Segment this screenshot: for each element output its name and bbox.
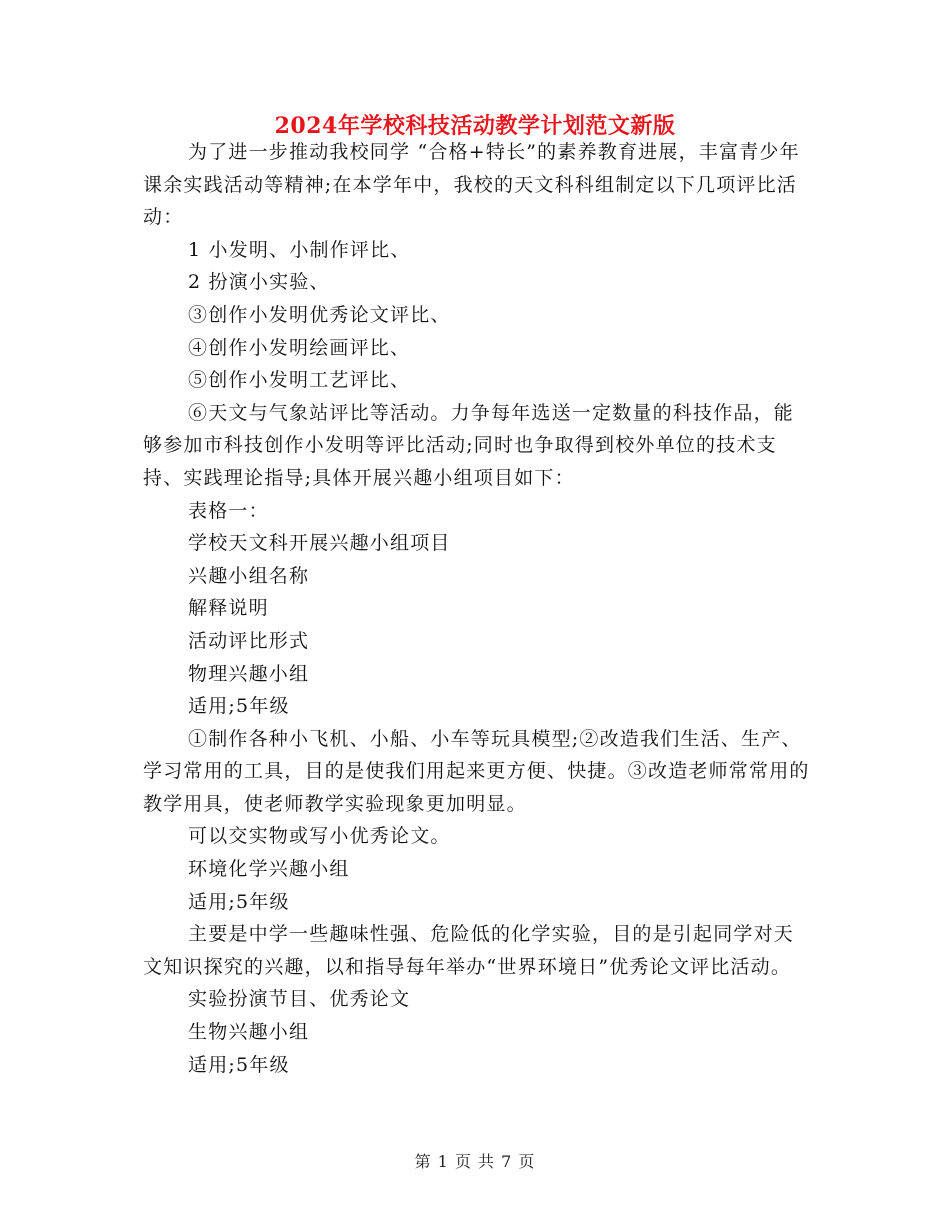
group-format-chemistry: 实验扮演节目、优秀论文 [188, 988, 411, 1011]
paragraph-intro: 为了进一步推动我校同学 “合格+特长”的素养教育进展，丰富青少年课余实践活动等精神;在本学年中，我校的天文科科组制定以下几项评比活动： [143, 141, 800, 229]
table-header-name: 兴趣小组名称 [188, 564, 310, 587]
list-item-2: 2 扮演小实验、 [188, 271, 330, 294]
table-header-format: 活动评比形式 [188, 629, 310, 652]
list-item-3: ③创作小发明优秀论文评比、 [188, 303, 451, 326]
table-label: 表格一： [188, 499, 269, 522]
group-name-chemistry: 环境化学兴趣小组 [188, 858, 350, 881]
group-description-chemistry: 主要是中学一些趣味性强、危险低的化学实验，目的是引起同学对天文知识探究的兴趣，以和指导每年举办“世界环境日”优秀论文评比活动。 [143, 923, 795, 978]
table-header-description: 解释说明 [188, 597, 269, 620]
table-caption: 学校天文科开展兴趣小组项目 [188, 532, 451, 555]
group-grade-physics: 适用;5年级 [188, 695, 290, 718]
list-item-1: 1 小发明、小制作评比、 [188, 238, 411, 261]
group-name-physics: 物理兴趣小组 [188, 662, 310, 685]
group-format-physics: 可以交实物或写小优秀论文。 [188, 825, 451, 848]
document-body [143, 136, 811, 1081]
list-item-6: ⑥天文与气象站评比等活动。力争每年选送一定数量的科技作品，能够参加市科技创作小发明等评比活动;同时也争取得到校外单位的技术支持、实践理论指导;具体开展兴趣小组项目如下： [143, 401, 795, 489]
group-description-physics: ①制作各种小飞机、小船、小车等玩具模型;②改造我们生活、生产、学习常用的工具，目的是使我们用起来更方便、快捷。③改造老师常常用的教学用具，使老师教学实验现象更加明显。 [143, 727, 810, 815]
document-title: 2024年学校科技活动教学计划范文新版 [274, 113, 676, 139]
list-item-5: ⑤创作小发明工艺评比、 [188, 369, 411, 392]
group-grade-chemistry: 适用;5年级 [188, 890, 290, 913]
group-name-biology: 生物兴趣小组 [188, 1021, 310, 1044]
page-number-footer: 第 1 页 共 7 页 [414, 1152, 536, 1171]
list-item-4: ④创作小发明绘画评比、 [188, 336, 411, 359]
group-grade-biology: 适用;5年级 [188, 1053, 290, 1076]
